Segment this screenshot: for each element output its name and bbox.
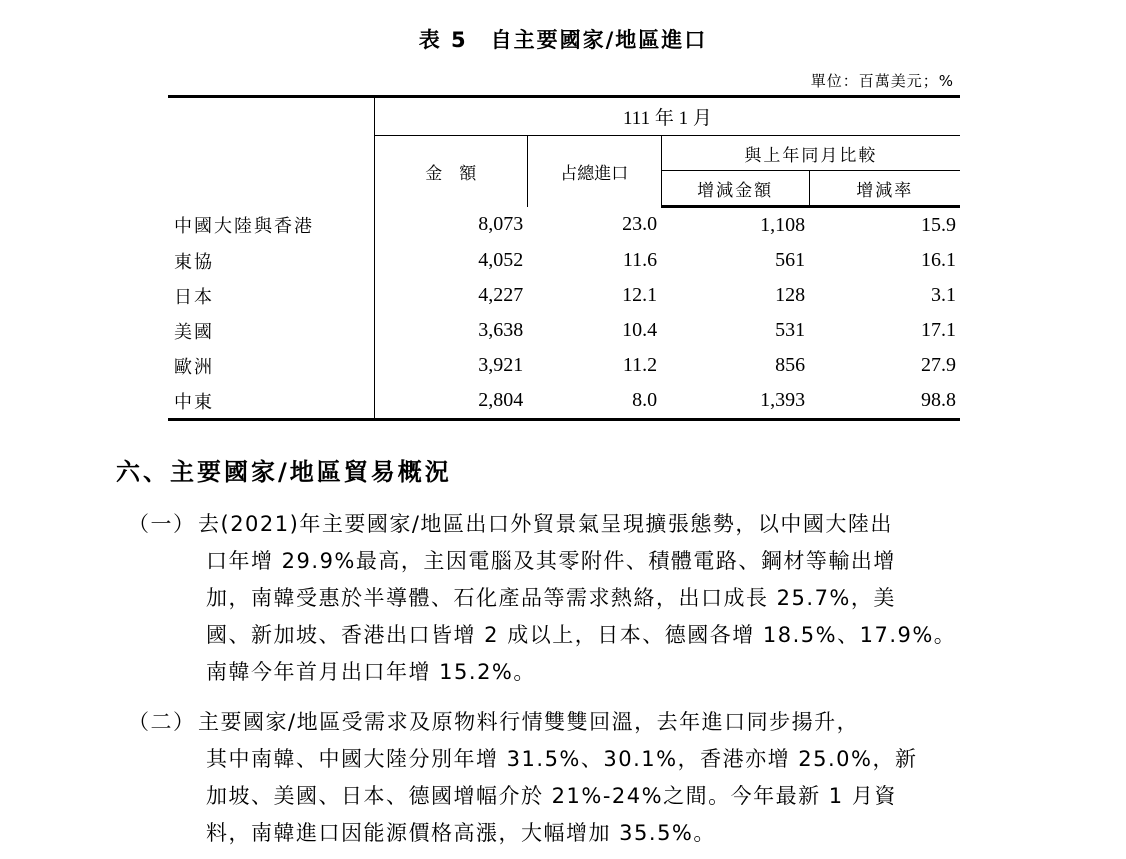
share-cell: 10.4 [622,319,658,341]
change-amount-cell: 1,393 [661,383,809,420]
import-table [168,95,960,421]
unit-note: 單位：百萬美元；% [810,72,954,90]
paragraph-1-marker: （一） [128,512,196,536]
paragraph-1 [128,506,998,691]
paragraph-line: 加，南韓受惠於半導體、石化產品等需求熱絡，出口成長 25.7%，美 [206,586,896,610]
paragraph-2-marker: （二） [128,710,196,734]
change-rate-cell: 16.1 [921,249,956,271]
paragraph-line: 國、新加坡、香港出口皆增 2 成以上，日本、德國各增 18.5%、17.9%。 [206,623,957,647]
yoy-group-header: 與上年同月比較 [661,136,960,171]
table-row [168,278,960,313]
period-header: 111 年 1 月 [374,97,960,136]
change-amount-cell: 856 [775,354,806,376]
region-label: 東協 [174,251,214,273]
share-cell: 11.2 [622,354,658,376]
change-rate-cell: 15.9 [921,214,956,236]
region-label: 歐洲 [174,356,214,378]
change-rate-header: 增減率 [809,171,960,207]
change-amount-cell: 561 [775,249,806,271]
paragraph-line: 其中南韓、中國大陸分別年增 31.5%、30.1%，香港亦增 25.0%，新 [206,747,918,771]
paragraph-line: 加坡、美國、日本、德國增幅介於 21%-24%之間。今年最新 1 月資 [206,784,897,808]
table-row [168,383,960,420]
header-stub [168,97,374,207]
amount-cell: 3,638 [374,313,527,348]
amount-cell: 3,921 [374,348,527,383]
table-row [168,207,960,244]
change-amount-header: 增減金額 [661,171,809,207]
change-rate-cell: 27.9 [921,354,956,376]
amount-cell: 2,804 [374,383,527,420]
region-label: 中東 [168,383,374,420]
table-row [168,313,960,348]
table-title: 表 5 自主要國家/地區進口 [418,28,708,52]
amount-cell: 4,052 [374,243,527,278]
paragraph-line: 口年增 29.9%最高，主因電腦及其零附件、積體電路、鋼材等輸出增 [206,549,896,573]
paragraph-line: 主要國家/地區受需求及原物料行情雙雙回溫，去年進口同步揚升， [198,710,860,734]
paragraph-line: 去(2021)年主要國家/地區出口外貿景氣呈現擴張態勢，以中國大陸出 [198,512,893,536]
table-row [168,348,960,383]
share-header: 占總進口 [527,136,661,207]
change-rate-cell: 3.1 [931,284,956,306]
paragraph-2 [128,704,998,852]
share-cell: 11.6 [622,249,658,271]
amount-cell: 8,073 [374,207,527,244]
share-cell: 23.0 [622,213,658,236]
region-label: 日本 [174,286,214,308]
region-label: 中國大陸與香港 [174,215,314,237]
change-amount-cell: 531 [775,319,806,341]
region-label: 美國 [174,321,214,343]
table-row [168,243,960,278]
paragraph-line: 料，南韓進口因能源價格高漲，大幅增加 35.5%。 [206,821,716,845]
change-amount-cell: 128 [775,284,806,306]
amount-header: 金 額 [374,136,527,207]
change-rate-cell: 17.1 [921,319,956,341]
share-cell: 8.0 [527,383,661,420]
share-cell: 12.1 [622,284,658,306]
change-rate-cell: 98.8 [809,383,960,420]
paragraph-line: 南韓今年首月出口年增 15.2%。 [206,660,536,684]
amount-cell: 4,227 [374,278,527,313]
section-heading: 六、主要國家/地區貿易概況 [116,458,452,486]
change-amount-cell: 1,108 [760,214,806,236]
